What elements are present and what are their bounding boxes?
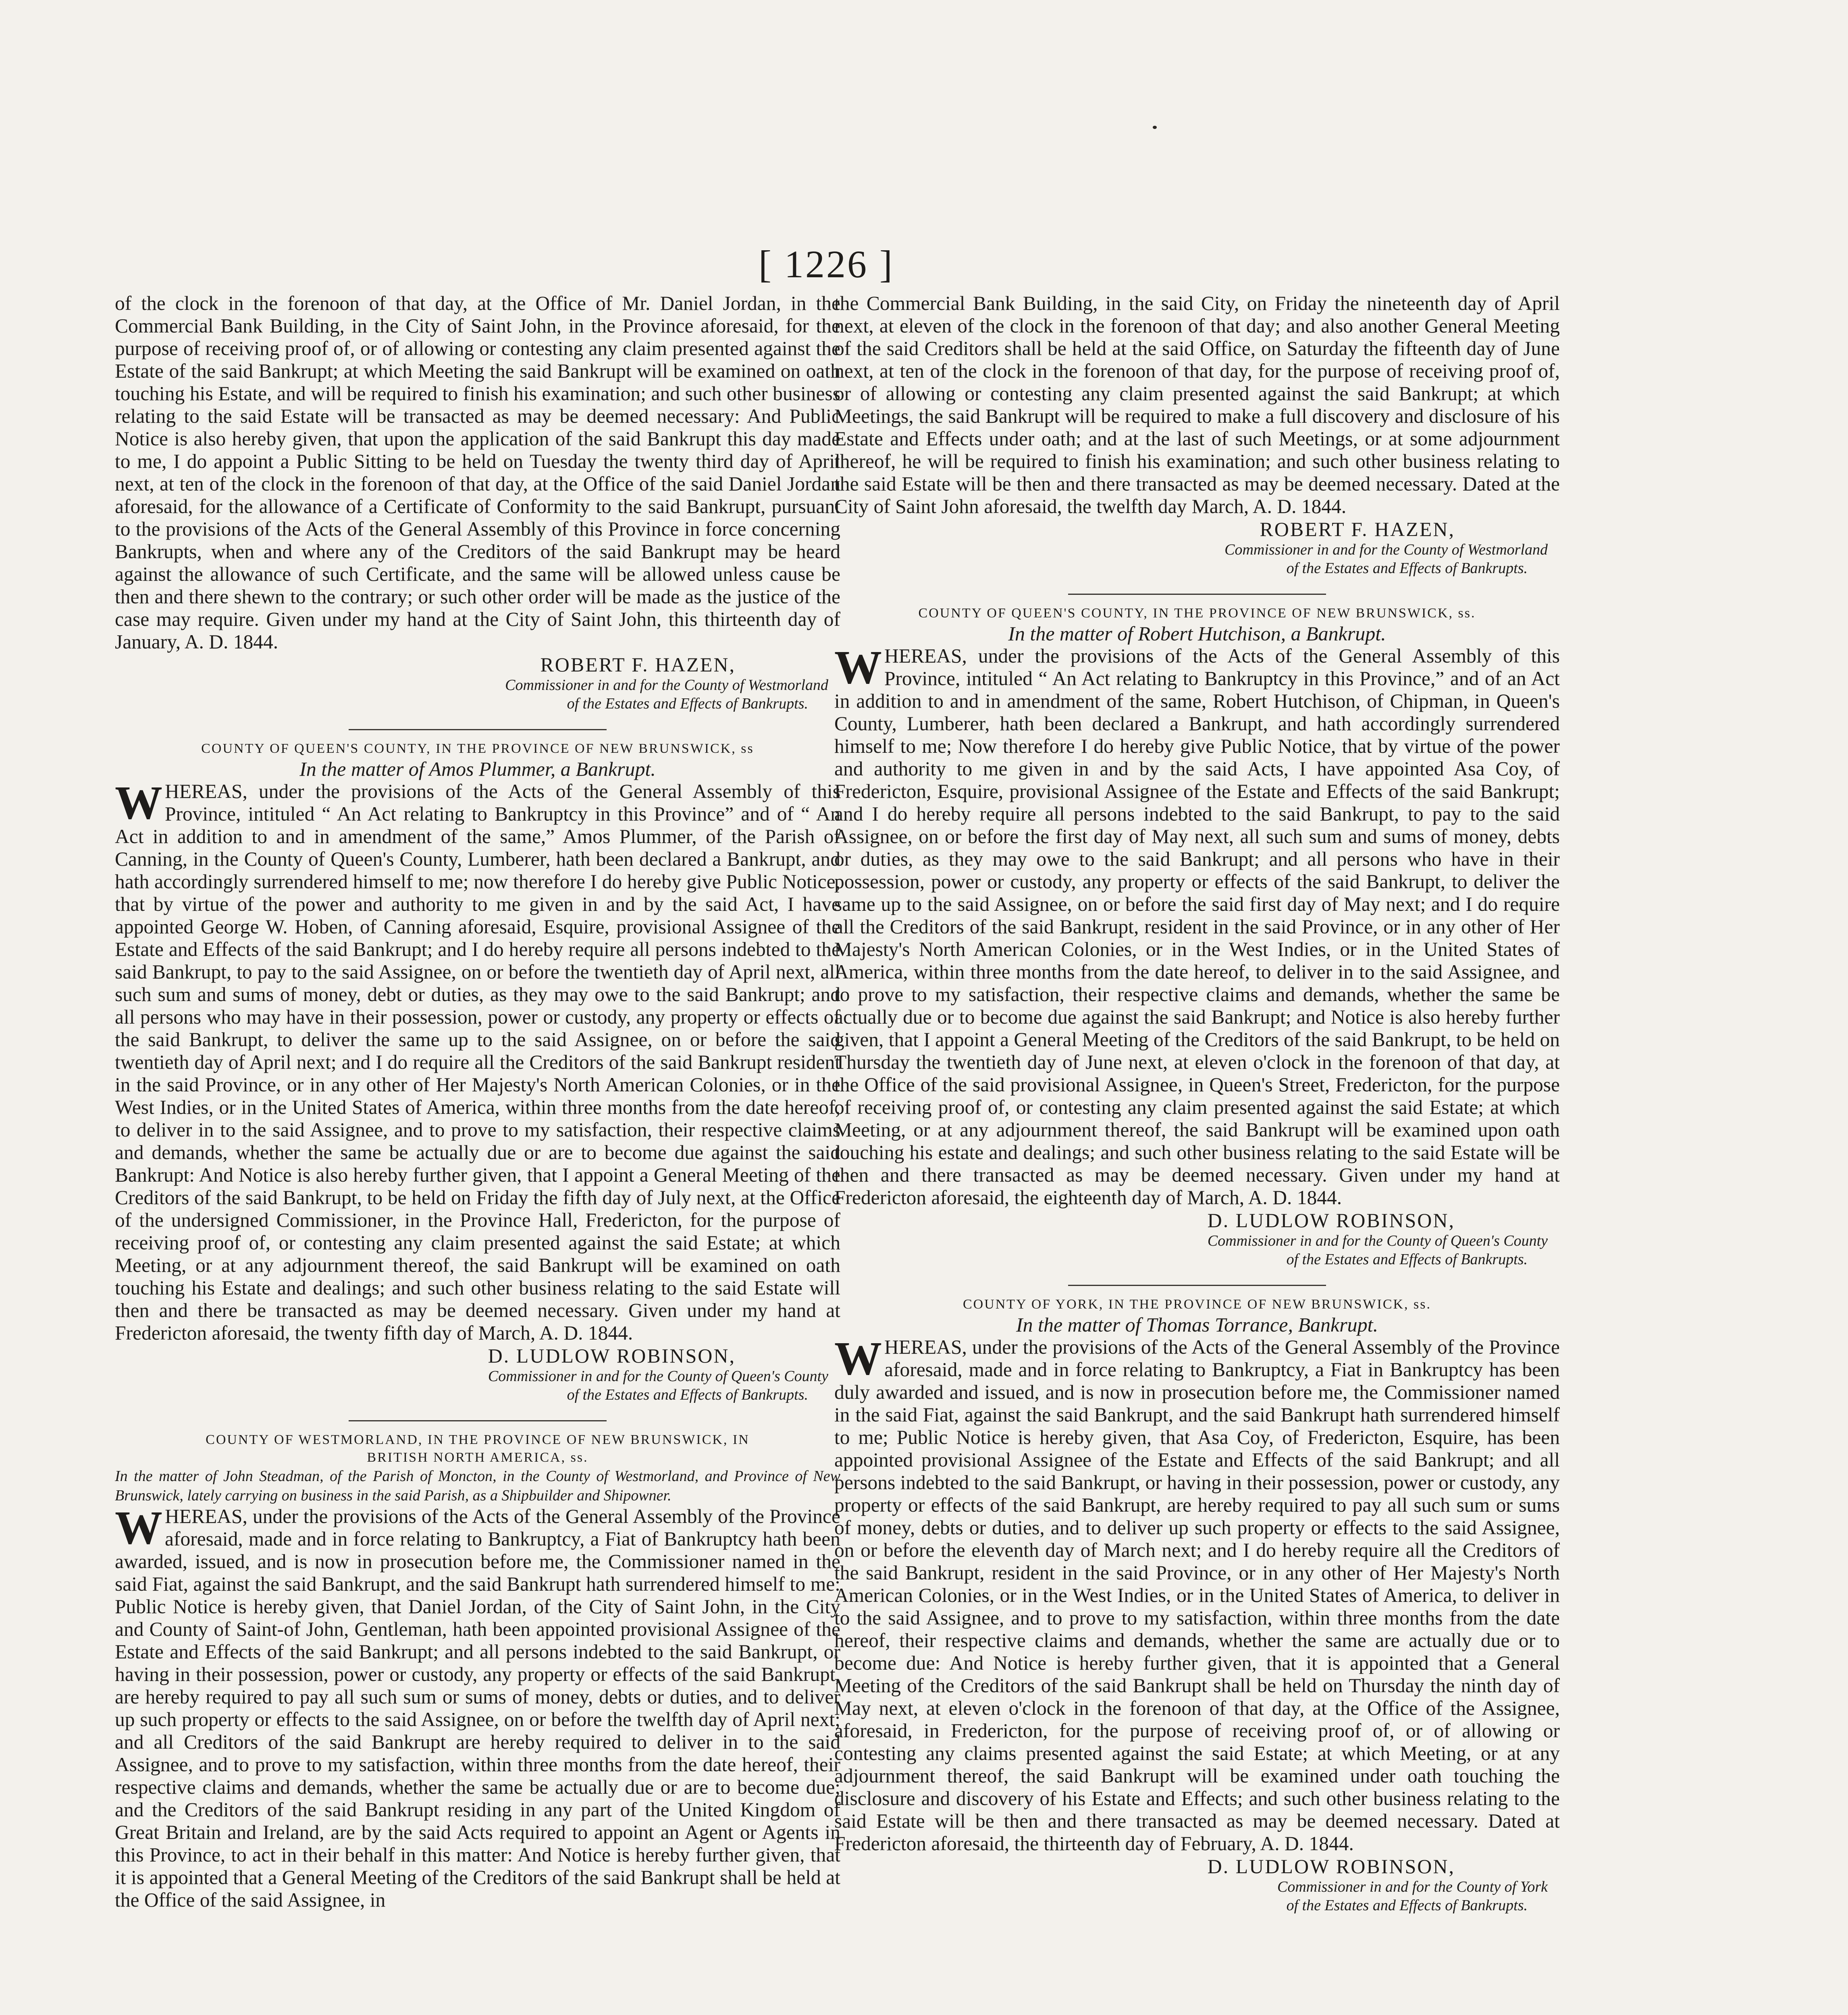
signature-name: D. LUDLOW ROBINSON, (488, 1344, 736, 1367)
divider (349, 1420, 607, 1421)
signature-title: Commissioner in and for the County of Queen's County (488, 1368, 828, 1385)
notice-text: HEREAS, under the provisions of the Acts of the General Assembly of this Province, intituled “ An Act relating to Bankruptcy in this Province,” and of an Act in addition to and in amendment of the same, Robert Hutchison, of Chipman, in Queen's County, Lumberer, hath been declared a Bankrupt, and hath accordingly surrendered himself to me; Now therefore I do hereby give Public Notice, that by virtue of the power and authority to me given in and by the said Acts, I have appointed Asa Coy, of Fredericton, Esquire, provisional Assignee of the Estate and Effects of the said Bankrupt; and I do hereby require all persons indebted to the said Bankrupt, to pay to the said Assignee, on or before the first day of May next, all such sum and sums of money, debts or duties, as they may owe to the said Bankrupt; and all persons who have in their possession, power or custody, any property or effects of the said Bankrupt, to deliver the same up to the said Assignee, on or before the said first day of May next; and I do require all the Creditors of the said Bankrupt, resident in the said Province, or in any other of Her Majesty's North American Colonies, or in the West Indies, or in the United States of America, within three months from the date hereof, to deliver in to the said Assignee, and to prove to my satisfaction, their respective claims and demands, whether the same be actually due or to become due against the said Bankrupt; and Notice is also hereby further given, that I appoint a General Meeting of the Creditors of the said Bankrupt, to be held on Thursday the twentieth day of June next, at eleven o'clock in the forenoon of that day, at the Office of the said provisional Assignee, in Queen's Street, Fredericton, for the purpose of receiving proof of, or contesting any claim presented against the said Estate; at which Meeting, or at any adjournment thereof, the said Bankrupt will be examined upon oath touching his estate and dealings; and such other business relating to the said Estate will be then and there transacted as may be deemed necessary. Given under my hand at Fredericton aforesaid, the eighteenth day of March, A. D. 1844. (834, 645, 1560, 1209)
notice-text: HEREAS, under the provisions of the Acts of the General Assembly of the Province aforesaid, made and in force relating to Bankruptcy, a Fiat in Bankruptcy has been duly awarded and issued, and is now in prosecution before me, the Commissioner named in the said Fiat, against the said Bankrupt, and the said Bankrupt hath surrendered himself to me; Public Notice is hereby given, that Asa Coy, of Fredericton, Esquire, has been appointed provisional Assignee of the Estate and Effects of the said Bankrupt; and all persons indebted to the said Bankrupt, or having in their possession, power or custody, any property or effects of the said Bankrupt, are hereby required to pay all such sum or sums of money, debts or duties, and to deliver up such property or effects to the said Assignee, on or before the eleventh day of March next; and I do hereby require all the Creditors of the said Bankrupt, resident in the said Province, or in any other of Her Majesty's North American Colonies, or in the West Indies, or in the United States of America, to deliver in to the said Assignee, and to prove to my satisfaction, within three months from the date hereof, their respective claims and demands, whether the same are actually due or to become due: And Notice is hereby further given, that it is appointed that a General Meeting of the Creditors of the said Bankrupt shall be held on Thursday the ninth day of May next, at eleven o'clock in the forenoon of that day, at the Office of the Assignee, aforesaid, in Fredericton, for the purpose of receiving proof of, or of allowing or contesting any claims presented against the said Estate; at which Meeting, or at any adjournment thereof, the said Bankrupt will be examined under oath touching the disclosure and discovery of his Estate and Effects; and such other business relating to the said Estate will be then and there transacted as may be deemed necessary. Dated at Fredericton aforesaid, the thirteenth day of February, A. D. 1844. (834, 1336, 1560, 1855)
divider (349, 729, 607, 730)
drop-cap: W (115, 776, 162, 829)
drop-cap: W (834, 1332, 882, 1385)
notice-thomas-torrance (834, 1296, 1560, 1915)
divider (1068, 594, 1326, 595)
notice-text: HEREAS, under the provisions of the Acts of the General Assembly of the Province aforesaid, made and in force relating to Bankruptcy, a Fiat of Bankruptcy hath been awarded, issued, and is now in prosecution before me, the Commissioner named in the said Fiat, against the said Bankrupt, and the said Bankrupt hath surrendered himself to me: Public Notice is hereby given, that Daniel Jordan, of the City of Saint John, in the City and County of Saint-of John, Gentleman, hath been appointed provisional Assignee of the Estate and Effects of the said Bankrupt; and all persons indebted to the said Bankrupt, or having in their possession, power or custody, any property or effects of the said Bankrupt, are hereby required to pay all such sum or sums of money, debts or duties, and to deliver up such property or effects to the said Assignee, on or before the twelfth day of April next; and all Creditors of the said Bankrupt are hereby required to deliver in to the said Assignee, and to prove to my satisfaction, within three months from the date hereof, their respective claims and demands, whether the same be actually due or are to become due; and the Creditors of the said Bankrupt residing in any part of the United Kingdom of Great Britain and Ireland, are by the said Acts required to appoint an Agent or Agents in this Province, to act in their behalf in this matter: And Notice is hereby further given, that it is appointed that a General Meeting of the Creditors of the said Bankrupt shall be held at the Office of the said Assignee, in (115, 1505, 840, 1911)
signature-name: ROBERT F. HAZEN, (540, 653, 736, 676)
notice-john-steadman (115, 1431, 840, 1911)
notice-heading: COUNTY OF WESTMORLAND, IN THE PROVINCE OF NEW BRUNSWICK, IN (206, 1432, 750, 1447)
ink-speck (1153, 126, 1157, 129)
notice-matter: In the matter of John Steadman, of the Parish of Moncton, in the County of Westmorland, and Province of New Brunswick, lately carrying on business in the said Parish, as a Shipbuilder and Shipowner. (115, 1468, 840, 1504)
drop-cap: W (834, 641, 882, 694)
left-column (115, 292, 840, 1911)
notice-body (834, 1332, 1560, 1855)
signature-name: ROBERT F. HAZEN, (1260, 518, 1455, 540)
signature-title: of the Estates and Effects of Bankrupts. (1286, 1897, 1528, 1914)
notice-body (834, 641, 1560, 1209)
notice-heading: COUNTY OF YORK, IN THE PROVINCE OF NEW BRUNSWICK, ss. (962, 1297, 1432, 1312)
notice-body: of the clock in the forenoon of that day, at the Office of Mr. Daniel Jordan, in the Commercial Bank Building, in the City of Saint John, in the Province aforesaid, for the purpose of receiving proof of, or of allowing or contesting any claim presented against the Estate of the said Bankrupt; at which Meeting the said Bankrupt will be examined on oath touching his Estate, and will be required to finish his examination; and such other business relating to the said Estate will be transacted as may be deemed necessary: And Public Notice is also hereby given, that upon the application of the said Bankrupt this day made to me, I do appoint a Public Sitting to be held on Tuesday the twenty third day of April next, at ten of the clock in the forenoon of that day, at the Office of the said Daniel Jordan aforesaid, for the allowance of a Certificate of Conformity to the said Bankrupt, pursuant to the provisions of the Acts of the General Assembly of this Province in force concerning Bankrupts, when and where any of the Creditors of the said Bankrupt may be heard against the allowance of such Certificate, and the same will be allowed unless cause be then and there shewn to the contrary; or such other order will be made as the justice of the case may require. Given under my hand at the City of Saint John, this thirteenth day of January, A. D. 1844. (115, 292, 840, 653)
notice-text: HEREAS, under the provisions of the Acts of the General Assembly of this Province, intituled “ An Act relating to Bankruptcy in this Province” and of “ An Act in addition to and in amendment of the same,” Amos Plummer, of the Parish of Canning, in the County of Queen's County, Lumberer, hath been declared a Bankrupt, and hath accordingly surrendered himself to me; now therefore I do hereby give Public Notice, that by virtue of the power and authority to me given in and by the said Act, I have appointed George W. Hoben, of Canning aforesaid, Esquire, provisional Assignee of the Estate and Effects of the said Bankrupt; and I do hereby require all persons indebted to the said Bankrupt, to pay to the said Assignee, on or before the twentieth day of April next, all such sum and sums of money, debt or duties, as they may owe to the said Bankrupt; and all persons who may have in their possession, power or custody, any property or effects of the said Bankrupt, to deliver the same up to the said Assignee, on or before the said twentieth day of April next; and I do require all the Creditors of the said Bankrupt resident in the said Province, or in any other of Her Majesty's North American Colonies, or in the West Indies, or in the United States of America, within three months from the date hereof, to deliver in to the said Assignee, and to prove to my satisfaction, their respective claims and demands, whether the same be actually due or are to become due against the said Bankrupt: And Notice is also hereby further given, that I appoint a General Meeting of the Creditors of the said Bankrupt, to be held on Friday the fifth day of July next, at the Office of the undersigned Commissioner, in the Province Hall, Fredericton, for the purpose of receiving proof of, or contesting any claim presented against the said Estate; at which Meeting, or at any adjournment thereof, the said Bankrupt will be examined on oath touching his Estate and dealings; and such other business relating to the said Estate will then and there be transacted as may be deemed necessary. Given under my hand at Fredericton aforesaid, the twenty fifth day of March, A. D. 1844. (115, 780, 840, 1344)
signature-title: Commissioner in and for the County of Queen's County (1207, 1232, 1548, 1249)
signature-title: Commissioner in and for the County of Westmorland (505, 677, 828, 694)
notice-heading: BRITISH NORTH AMERICA, ss. (367, 1450, 588, 1465)
notice-matter: In the matter of Thomas Torrance, Bankrupt. (1016, 1313, 1378, 1336)
notice-body: the Commercial Bank Building, in the said City, on Friday the nineteenth day of April next, at eleven of the clock in the forenoon of that day; and also another General Meeting of the said Creditors shall be held at the said Office, on Saturday the fifteenth day of June next, at ten of the clock in the forenoon of that day, for the purpose of receiving proof of, or of allowing or contesting any claim presented against the said Bankrupt; at which Meetings, the said Bankrupt will be required to make a full discovery and disclosure of his Estate and Effects under oath; and at the last of such Meetings, or at some adjournment thereof, he will be required to finish his examination; and such other business relating to the said Estate will be then and there transacted as may be deemed necessary. Dated at the City of Saint John aforesaid, the twelfth day March, A. D. 1844. (834, 292, 1560, 517)
signature-name: D. LUDLOW ROBINSON, (1207, 1855, 1455, 1878)
drop-cap: W (115, 1501, 162, 1554)
signature-title: of the Estates and Effects of Bankrupts. (1286, 560, 1528, 577)
notice-matter: In the matter of Amos Plummer, a Bankrupt. (299, 758, 656, 780)
notice-heading: COUNTY OF QUEEN'S COUNTY, IN THE PROVINCE OF NEW BRUNSWICK, ss (201, 741, 754, 756)
signature-title: Commissioner in and for the County of Westmorland (1224, 541, 1548, 558)
notice-body (115, 1501, 840, 1911)
notice-heading: COUNTY OF QUEEN'S COUNTY, IN THE PROVINCE OF NEW BRUNSWICK, ss. (918, 606, 1476, 621)
signature-title: Commissioner in and for the County of York (1277, 1878, 1548, 1895)
signature-name: D. LUDLOW ROBINSON, (1207, 1209, 1455, 1232)
notice-robert-hutchison (834, 604, 1560, 1269)
notice-amos-plummer (115, 740, 840, 1404)
signature-title: of the Estates and Effects of Bankrupts. (1286, 1251, 1528, 1268)
notice-body (115, 776, 840, 1344)
notice-continuation (834, 292, 1560, 577)
signature-title: of the Estates and Effects of Bankrupts. (567, 695, 808, 712)
notice-continuation (115, 292, 840, 713)
right-column (834, 292, 1560, 1915)
notice-matter: In the matter of Robert Hutchison, a Bankrupt. (1008, 622, 1386, 645)
divider (1068, 1285, 1326, 1286)
signature-title: of the Estates and Effects of Bankrupts. (567, 1386, 808, 1403)
page-number: [ 1226 ] (759, 243, 894, 286)
